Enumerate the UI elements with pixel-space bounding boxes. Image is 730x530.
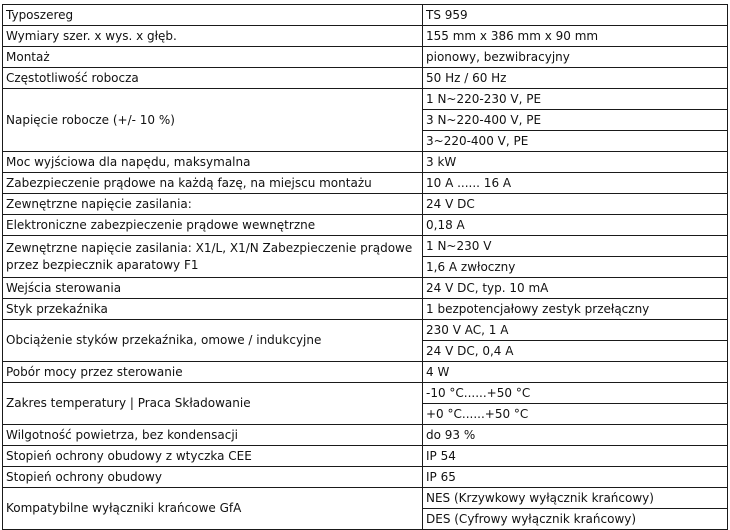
spec-label-cell: Wejścia sterowania — [3, 278, 423, 299]
spec-label-cell: Zakres temperatury | Praca Składowanie — [3, 383, 423, 425]
spec-row — [3, 488, 728, 509]
spec-value-cell: TS 959 — [423, 5, 728, 26]
spec-value-cell: +0 °C......+50 °C — [423, 404, 728, 425]
spec-value-cell: 155 mm x 386 mm x 90 mm — [423, 26, 728, 47]
spec-label-cell: Obciążenie styków przekaźnika, omowe / indukcyjne — [3, 320, 423, 362]
spec-value-cell: 1,6 A zwłoczny — [423, 257, 728, 278]
specification-table — [2, 4, 728, 530]
spec-value-cell: 3 N~220-400 V, PE — [423, 110, 728, 131]
spec-value-cell: IP 65 — [423, 467, 728, 488]
spec-row — [3, 299, 728, 320]
spec-value-cell: 50 Hz / 60 Hz — [423, 68, 728, 89]
spec-label-cell: Montaż — [3, 47, 423, 68]
spec-row — [3, 467, 728, 488]
spec-value-cell: 0,18 A — [423, 215, 728, 236]
spec-label-cell: Stopień ochrony obudowy z wtyczka CEE — [3, 446, 423, 467]
spec-value-cell: pionowy, bezwibracyjny — [423, 47, 728, 68]
spec-value-cell: IP 54 — [423, 446, 728, 467]
spec-label-cell: Stopień ochrony obudowy — [3, 467, 423, 488]
specification-table-body — [3, 5, 728, 530]
spec-label-cell: Częstotliwość robocza — [3, 68, 423, 89]
spec-label-cell: Zewnętrzne napięcie zasilania: X1/L, X1/N Zabezpieczenie prądowe przez bezpiecznik aparatowy F1 — [3, 236, 423, 278]
spec-label-cell: Wilgotność powietrza, bez kondensacji — [3, 425, 423, 446]
spec-row — [3, 89, 728, 110]
spec-value-cell: 10 A ...... 16 A — [423, 173, 728, 194]
spec-value-cell: 24 V DC — [423, 194, 728, 215]
spec-value-cell: 1 bezpotencjałowy zestyk przełączny — [423, 299, 728, 320]
spec-row — [3, 425, 728, 446]
spec-value-cell: 4 W — [423, 362, 728, 383]
spec-row — [3, 383, 728, 404]
spec-row — [3, 68, 728, 89]
spec-label-cell: Styk przekaźnika — [3, 299, 423, 320]
spec-row — [3, 362, 728, 383]
spec-value-cell: do 93 % — [423, 425, 728, 446]
spec-label-cell: Typoszereg — [3, 5, 423, 26]
spec-value-cell: 24 V DC, typ. 10 mA — [423, 278, 728, 299]
spec-row — [3, 320, 728, 341]
spec-row — [3, 278, 728, 299]
spec-row — [3, 47, 728, 68]
spec-row — [3, 173, 728, 194]
spec-label-cell: Moc wyjściowa dla napędu, maksymalna — [3, 152, 423, 173]
spec-value-cell: 24 V DC, 0,4 A — [423, 341, 728, 362]
spec-value-cell: 230 V AC, 1 A — [423, 320, 728, 341]
spec-row — [3, 152, 728, 173]
spec-value-cell: -10 °C......+50 °C — [423, 383, 728, 404]
spec-value-cell: 3 kW — [423, 152, 728, 173]
spec-value-cell: 1 N~230 V — [423, 236, 728, 257]
spec-label-cell: Pobór mocy przez sterowanie — [3, 362, 423, 383]
spec-value-cell: 3~220-400 V, PE — [423, 131, 728, 152]
spec-value-cell: NES (Krzywkowy wyłącznik krańcowy) — [423, 488, 728, 509]
spec-row — [3, 5, 728, 26]
spec-label-cell: Zewnętrzne napięcie zasilania: — [3, 194, 423, 215]
spec-value-cell: 1 N~220-230 V, PE — [423, 89, 728, 110]
spec-row — [3, 215, 728, 236]
spec-value-cell: DES (Cyfrowy wyłącznik krańcowy) — [423, 509, 728, 530]
spec-row — [3, 446, 728, 467]
spec-label-cell: Elektroniczne zabezpieczenie prądowe wewnętrzne — [3, 215, 423, 236]
spec-label-cell: Kompatybilne wyłączniki krańcowe GfA — [3, 488, 423, 530]
spec-label-cell: Wymiary szer. x wys. x głęb. — [3, 26, 423, 47]
spec-label-cell: Napięcie robocze (+/- 10 %) — [3, 89, 423, 152]
spec-row — [3, 236, 728, 257]
spec-label-cell: Zabezpieczenie prądowe na każdą fazę, na miejscu montażu — [3, 173, 423, 194]
spec-row — [3, 26, 728, 47]
spec-row — [3, 194, 728, 215]
